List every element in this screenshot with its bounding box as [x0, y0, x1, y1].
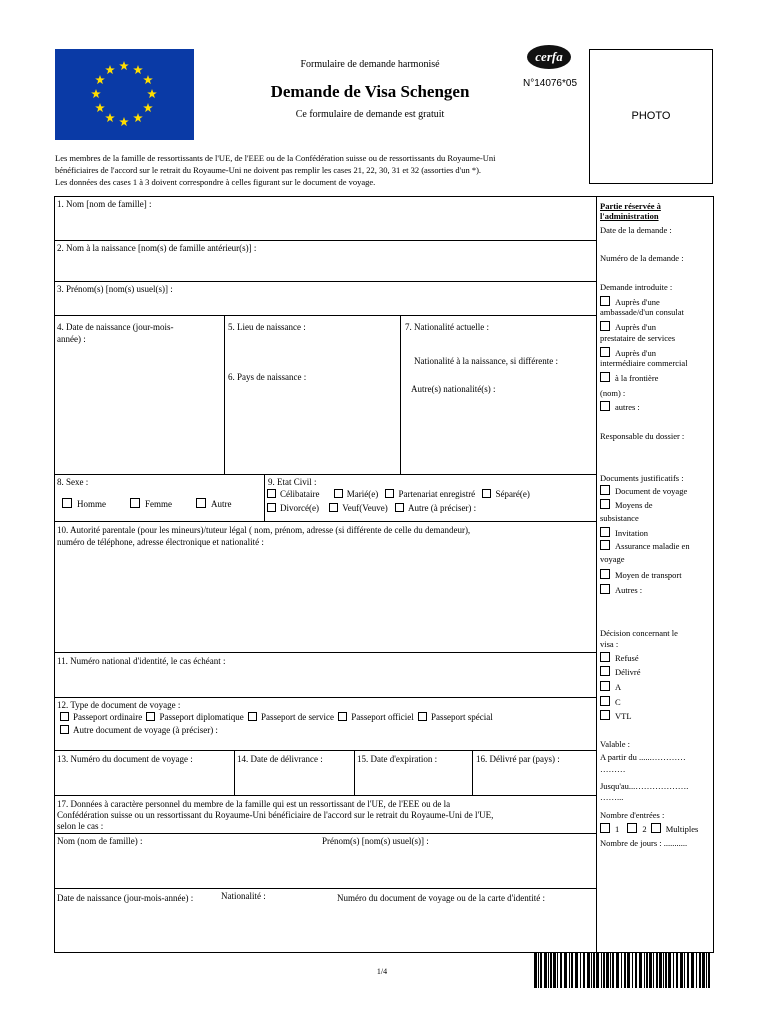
field-7-nationalite-naissance-label: Nationalité à la naissance, si différente : [414, 356, 559, 366]
admin-dec-delivre[interactable]: Délivré [600, 666, 641, 678]
field-7-autres-nationalites-label: Autre(s) nationalité(s) : [411, 384, 496, 394]
field-14-input[interactable] [238, 767, 350, 793]
field-17-details-input[interactable] [60, 906, 590, 950]
admin-just-document-voyage[interactable]: Document de voyage [600, 485, 687, 497]
field-13-numero-document-label: 13. Numéro du document de voyage : [57, 754, 193, 764]
field-4-date-naissance-label: 4. Date de naissance (jour-mois- [57, 322, 174, 332]
field-17-numero-document-label: Numéro du document de voyage ou de la carte d'identité : [337, 893, 546, 903]
etat-civil-divorce[interactable]: Divorcé(e) [267, 503, 319, 513]
field-6-pays-naissance-label: 6. Pays de naissance : [228, 372, 307, 382]
admin-date-demande: Date de la demande : [600, 225, 672, 235]
admin-jusqua: Jusqu'au...………………. [600, 781, 689, 791]
admin-jusqua-2: ……... [600, 792, 624, 802]
admin-entrees-options [600, 823, 698, 835]
field-10-autorite-parentale-input[interactable] [60, 551, 590, 649]
admin-apartir: A partir du ......………… [600, 752, 686, 762]
etat-civil-row-2 [267, 503, 476, 514]
admin-divider [596, 196, 597, 953]
admin-numero-demande: Numéro de la demande : [600, 253, 684, 263]
checkbox[interactable] [62, 498, 72, 508]
form-type-label: Formulaire de demande harmonisé [300, 59, 440, 70]
admin-title-1: Partie réservée à [600, 201, 661, 211]
etat-civil-celibataire[interactable]: Célibataire [267, 489, 319, 499]
field-8-sexe-label: 8. Sexe : [57, 477, 89, 487]
field-6-pays-naissance-input[interactable] [230, 385, 395, 465]
etat-civil-separe[interactable]: Séparé(e) [482, 489, 529, 499]
doc-passeport-ordinaire[interactable]: Passeport ordinaire [60, 712, 142, 722]
admin-dec-refuse[interactable]: Refusé [600, 652, 639, 664]
field-15-date-expiration-label: 15. Date d'expiration : [357, 754, 438, 764]
cerfa-number: N°14076*05 [522, 78, 578, 89]
admin-intro-ambassade[interactable]: Auprès d'une [600, 296, 660, 308]
field-4-date-naissance-label-2: année) : [57, 334, 86, 344]
field-3-prenom-input[interactable] [60, 297, 590, 313]
field-1-nom-label: 1. Nom [nom de famille] : [57, 199, 152, 209]
field-3-prenom-label: 3. Prénom(s) [nom(s) usuel(s)] : [57, 284, 173, 294]
field-17-nom-label: Nom (nom de famille) : [57, 836, 143, 846]
field-16-input[interactable] [476, 767, 592, 793]
field-14-date-delivrance-label: 14. Date de délivrance : [237, 754, 323, 764]
field-2-nom-naissance-label: 2. Nom à la naissance [nom(s) de famille antérieur(s)] : [57, 243, 257, 253]
admin-dec-c[interactable]: C [600, 696, 621, 708]
field-15-input[interactable] [358, 767, 468, 793]
field-1-nom-input[interactable] [60, 212, 590, 238]
admin-just-assurance-2: voyage [600, 554, 625, 564]
admin-intro-autres[interactable]: autres : [600, 401, 640, 413]
intro-line-3: Les données des cases 1 à 3 doivent correspondre à celles figurant sur le document de voyage. [55, 177, 376, 187]
field-17-label-1: 17. Données à caractère personnel du membre de la famille qui est un ressortissant de l'UE, de l'EEE ou de la [57, 799, 451, 809]
etat-civil-autre[interactable]: Autre (à préciser) : [395, 503, 476, 513]
admin-just-assurance[interactable]: Assurance maladie en [600, 540, 690, 552]
admin-dec-vtl[interactable]: VTL [600, 710, 632, 722]
admin-entrees: Nombre d'entrées : [600, 810, 665, 820]
photo-label: PHOTO [631, 110, 671, 122]
field-17-label-3: selon le cas : [57, 821, 104, 831]
field-12-type-document-label: 12. Type de document de voyage : [57, 700, 181, 710]
doc-passeport-diplomatique[interactable]: Passeport diplomatique [146, 712, 243, 722]
etat-civil-marie[interactable]: Marié(e) [334, 489, 378, 499]
field-7-nationalite-label: 7. Nationalité actuelle : [405, 322, 489, 332]
admin-just-transport[interactable]: Moyen de transport [600, 569, 682, 581]
field-2-nom-naissance-input[interactable] [60, 256, 590, 279]
doc-passeport-officiel[interactable]: Passeport officiel [338, 712, 414, 722]
admin-entree-multiples[interactable]: Multiples [651, 824, 699, 834]
field-17-label-2: Confédération suisse ou un ressortissant du Royaume-Uni bénéficiaire de l'accord sur le retrait du Royaume-Uni de l'UE, [57, 810, 494, 820]
doc-passeport-special[interactable]: Passeport spécial [418, 712, 493, 722]
barcode-image [534, 952, 714, 988]
admin-intro-prestataire[interactable]: Auprès d'un [600, 321, 656, 333]
field-10-autorite-parentale-label: 10. Autorité parentale (pour les mineurs)/tuteur légal ( nom, prénom, adresse (si différente de celle du demandeur), [57, 525, 471, 535]
eu-stars-icon [55, 49, 194, 140]
sexe-option-homme[interactable]: Homme [62, 498, 106, 510]
etat-civil-partenariat[interactable]: Partenariat enregistré [385, 489, 475, 499]
admin-just-autres[interactable]: Autres : [600, 584, 642, 596]
intro-line-1: Les membres de la famille de ressortissants de l'UE, de l'EEE ou de la Confédération suisse ou de ressortissants du Royaume-Uni [55, 153, 496, 163]
page-title: Demande de Visa Schengen [270, 82, 470, 101]
admin-intro-ambassade-2: ambassade/d'un consulat [600, 307, 684, 317]
doc-autre[interactable]: Autre document de voyage (à préciser) : [60, 725, 218, 736]
field-11-numero-identite-input[interactable] [60, 669, 590, 694]
admin-responsable: Responsable du dossier : [600, 431, 685, 441]
page-subtitle: Ce formulaire de demande est gratuit [295, 109, 445, 120]
field-7-nationalite-input[interactable] [405, 397, 590, 467]
doc-passeport-service[interactable]: Passeport de service [248, 712, 334, 722]
admin-apartir-2: ……… [600, 764, 626, 774]
admin-valable: Valable : [600, 739, 630, 749]
checkbox[interactable] [130, 498, 140, 508]
cerfa-logo: cerfa [527, 45, 571, 69]
admin-dec-a[interactable]: A [600, 681, 621, 693]
admin-title-2: l'administration [600, 211, 659, 221]
admin-just-moyens-2: subsistance [600, 513, 639, 523]
intro-line-2: bénéficiaires de l'accord sur le retrait du Royaume-Uni ne doivent pas remplir les cases 21, 22, 30, 31 et 32 (assorties d'un *). [55, 165, 482, 175]
type-document-row-1 [60, 712, 493, 723]
admin-demande-introduite: Demande introduite : [600, 282, 673, 292]
field-4-date-naissance-input[interactable] [60, 348, 220, 468]
admin-intro-intermediaire[interactable]: Auprès d'un [600, 347, 656, 359]
field-17-prenom-label: Prénom(s) [nom(s) usuel(s)] : [322, 836, 429, 846]
admin-entree-2[interactable]: 2 [627, 824, 646, 834]
field-10-autorite-parentale-label-2: numéro de téléphone, adresse électronique et nationalité : [57, 537, 264, 547]
field-17-nom-prenom-input[interactable] [60, 849, 590, 885]
barcode-icon [534, 952, 714, 988]
etat-civil-row-1 [267, 489, 530, 500]
field-16-delivre-par-label: 16. Délivré par (pays) : [476, 754, 560, 764]
field-5-lieu-naissance-input[interactable] [230, 335, 395, 365]
field-11-numero-identite-label: 11. Numéro national d'identité, le cas échéant : [57, 656, 226, 666]
field-9-etat-civil-label: 9. Etat Civil : [268, 477, 317, 487]
admin-decision: Décision concernant le [600, 628, 678, 638]
field-5-lieu-naissance-label: 5. Lieu de naissance : [228, 322, 306, 332]
admin-intro-intermediaire-2: intermédiaire commercial [600, 358, 688, 368]
field-17-date-naissance-label: Date de naissance (jour-mois-année) : [57, 893, 194, 903]
sexe-option-femme[interactable]: Femme [130, 498, 172, 510]
admin-intro-prestataire-2: prestataire de services [600, 333, 676, 343]
admin-justificatifs: Documents justificatifs : [600, 473, 684, 483]
page-number: 1/4 [376, 967, 388, 976]
eu-flag-logo [55, 49, 194, 140]
admin-jours: Nombre de jours : ........... [600, 838, 688, 848]
etat-civil-veuf[interactable]: Veuf(Veuve) [329, 503, 387, 513]
sexe-option-autre[interactable]: Autre [196, 498, 232, 510]
admin-just-invitation[interactable]: Invitation [600, 527, 648, 539]
admin-intro-nom: (nom) : [600, 388, 626, 398]
field-17-nationalite-label: Nationalité : [221, 891, 266, 901]
admin-entree-1[interactable]: 1 [600, 824, 619, 834]
checkbox[interactable] [196, 498, 206, 508]
admin-decision-2: visa : [600, 639, 619, 649]
field-13-input[interactable] [58, 767, 230, 793]
admin-just-moyens[interactable]: Moyens de [600, 499, 653, 511]
admin-intro-frontiere[interactable]: à la frontière [600, 372, 658, 384]
